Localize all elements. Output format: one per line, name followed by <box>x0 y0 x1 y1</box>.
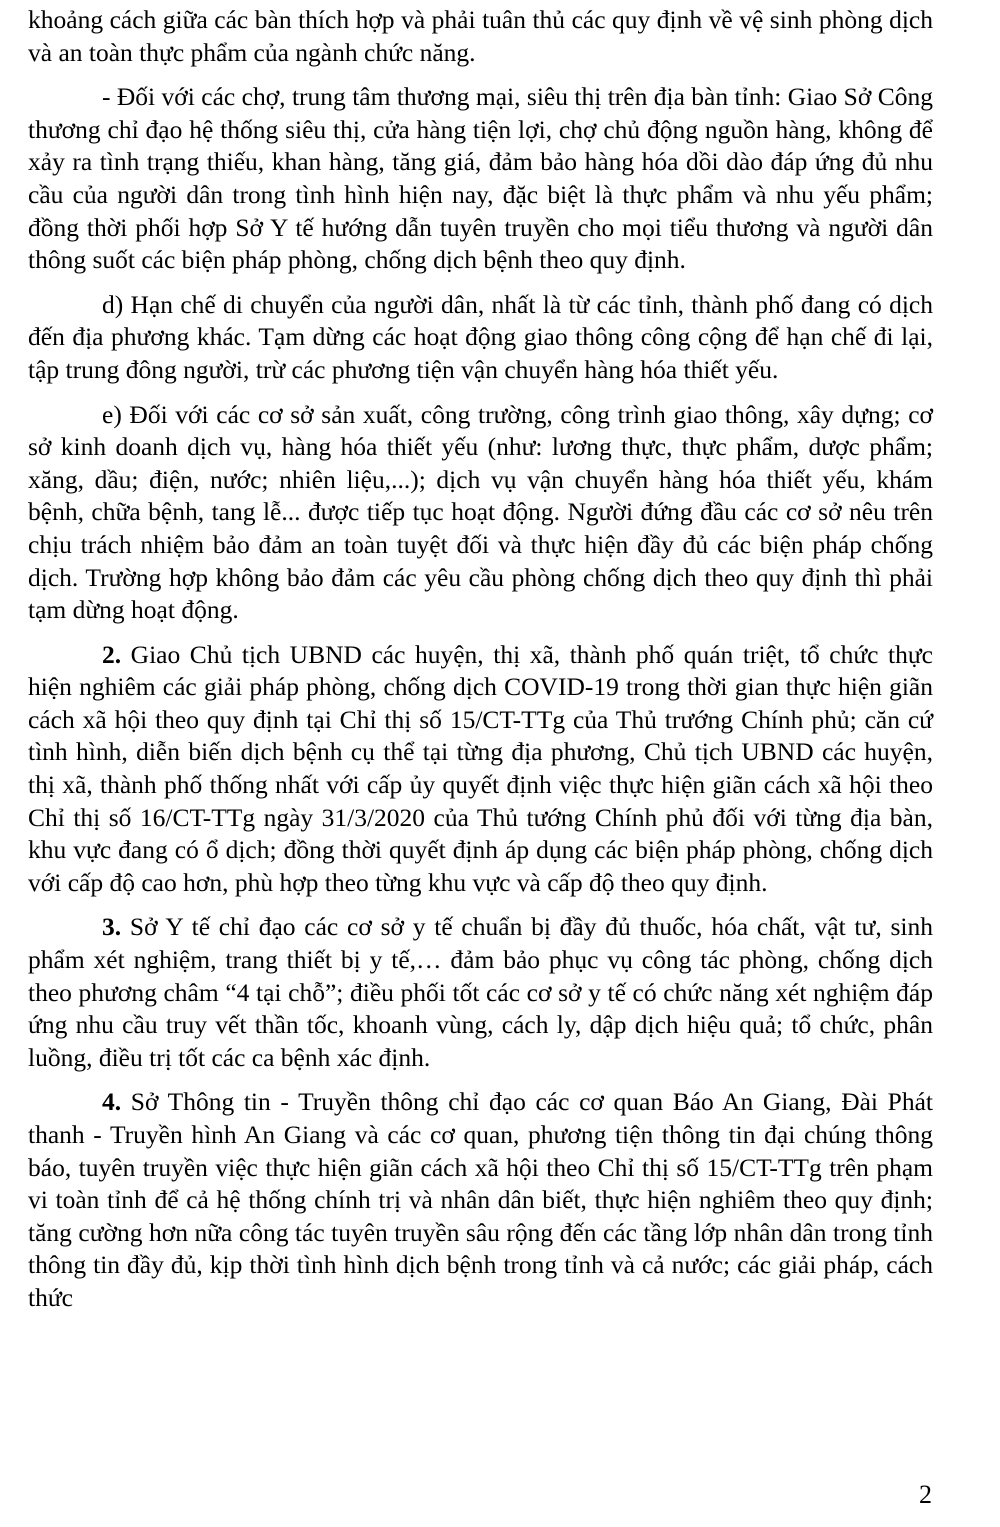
paragraph-text: - Đối với các chợ, trung tâm thương mại, siêu thị trên địa bàn tỉnh: Giao Sở Công thương chỉ đạo hệ thống siêu thị, cửa hàng tiện lợi, chợ chủ động nguồn hàng, không để xảy ra tình trạng thiếu, khan hàng, tăng giá, đảm bảo hàng hóa dồi dào đáp ứng đủ nhu cầu của người dân trong tình hình hiện nay, đặc biệt là thực phẩm và nhu yếu phẩm; đồng thời phối hợp Sở Y tế hướng dẫn tuyên truyền cho mọi tiểu thương và người dân thông suốt các biện pháp phòng, chống dịch bệnh theo quy định. <box>28 82 933 275</box>
paragraph-text: d) Hạn chế di chuyển của người dân, nhất là từ các tỉnh, thành phố đang có dịch đến địa phương khác. Tạm dừng các hoạt động giao thông công cộng để hạn chế đi lại, tập trung đông người, trừ các phương tiện vận chuyển hàng hóa thiết yếu. <box>28 289 933 384</box>
paragraph-item-d <box>28 289 933 387</box>
paragraph-food-safety-end <box>28 4 933 69</box>
paragraph-section-3 <box>28 911 933 1074</box>
paragraph-markets <box>28 81 933 277</box>
page-number: 2 <box>919 1480 932 1509</box>
paragraph-item-e <box>28 399 933 627</box>
paragraph-text: Sở Y tế chỉ đạo các cơ sở y tế chuẩn bị đầy đủ thuốc, hóa chất, vật tư, sinh phẩm xét nghiệm, trang thiết bị y tế,… đảm bảo phục vụ công tác phòng, chống dịch theo phương châm “4 tại chỗ”; điều phối tốt các cơ sở y tế có chức năng xét nghiệm đáp ứng nhu cầu truy vết thần tốc, khoanh vùng, cách ly, dập dịch hiệu quả; tổ chức, phân luồng, điều trị tốt các ca bệnh xác định. <box>28 912 933 1072</box>
document-page <box>28 4 933 1315</box>
paragraph-text: e) Đối với các cơ sở sản xuất, công trường, công trình giao thông, xây dựng; cơ sở kinh doanh dịch vụ, hàng hóa thiết yếu (như: lương thực, thực phẩm, dược phẩm; xăng, dầu; điện, nước; nhiên liệu,...); dịch vụ vận chuyển hàng hóa thiết yếu, khám bệnh, chữa bệnh, tang lễ... được tiếp tục hoạt động. Người đứng đầu các cơ sở nêu trên chịu trách nhiệm bảo đảm an toàn tuyệt đối và thực hiện đầy đủ các biện pháp chống dịch. Trường hợp không bảo đảm các yêu cầu phòng chống dịch theo quy định thì phải tạm dừng hoạt động. <box>28 399 933 625</box>
paragraph-section-4 <box>28 1086 933 1314</box>
paragraph-section-2 <box>28 639 933 900</box>
paragraph-text: khoảng cách giữa các bàn thích hợp và phải tuân thủ các quy định về vệ sinh phòng dịch và an toàn thực phẩm của ngành chức năng. <box>28 5 933 67</box>
section-number: 3. <box>102 912 122 942</box>
section-number: 4. <box>102 1087 122 1117</box>
paragraph-text: Sở Thông tin - Truyền thông chỉ đạo các cơ quan Báo An Giang, Đài Phát thanh - Truyền hình An Giang và các cơ quan, phương tiện thông tin đại chúng thông báo, tuyên truyền việc thực hiện giãn cách xã hội theo Chỉ thị số 15/CT-TTg trên phạm vi toàn tỉnh để cả hệ thống chính trị và nhân dân biết, thực hiện nghiêm theo quy định; tăng cường hơn nữa công tác tuyên truyền sâu rộng đến các tầng lớp nhân dân trong tỉnh thông tin đầy đủ, kịp thời tình hình dịch bệnh trong tỉnh và cả nước; các giải pháp, cách thức <box>28 1087 933 1312</box>
section-number: 2. <box>102 639 122 669</box>
paragraph-text: Giao Chủ tịch UBND các huyện, thị xã, thành phố quán triệt, tổ chức thực hiện nghiêm các giải pháp phòng, chống dịch COVID-19 trong thời gian thực hiện giãn cách xã hội theo quy định tại Chỉ thị số 15/CT-TTg của Thủ trướng Chính phủ; căn cứ tình hình, diễn biến dịch bệnh cụ thể tại từng địa phương, Chủ tịch UBND các huyện, thị xã, thành phố thống nhất với cấp ủy quyết định việc thực hiện giãn cách xã hội theo Chỉ thị số 16/CT-TTg ngày 31/3/2020 của Thủ tướng Chính phủ đối với từng địa bàn, khu vực đang có ổ dịch; đồng thời quyết định áp dụng các biện pháp phòng, chống dịch với cấp độ cao hơn, phù hợp theo từng khu vực và cấp độ theo quy định. <box>28 639 933 897</box>
